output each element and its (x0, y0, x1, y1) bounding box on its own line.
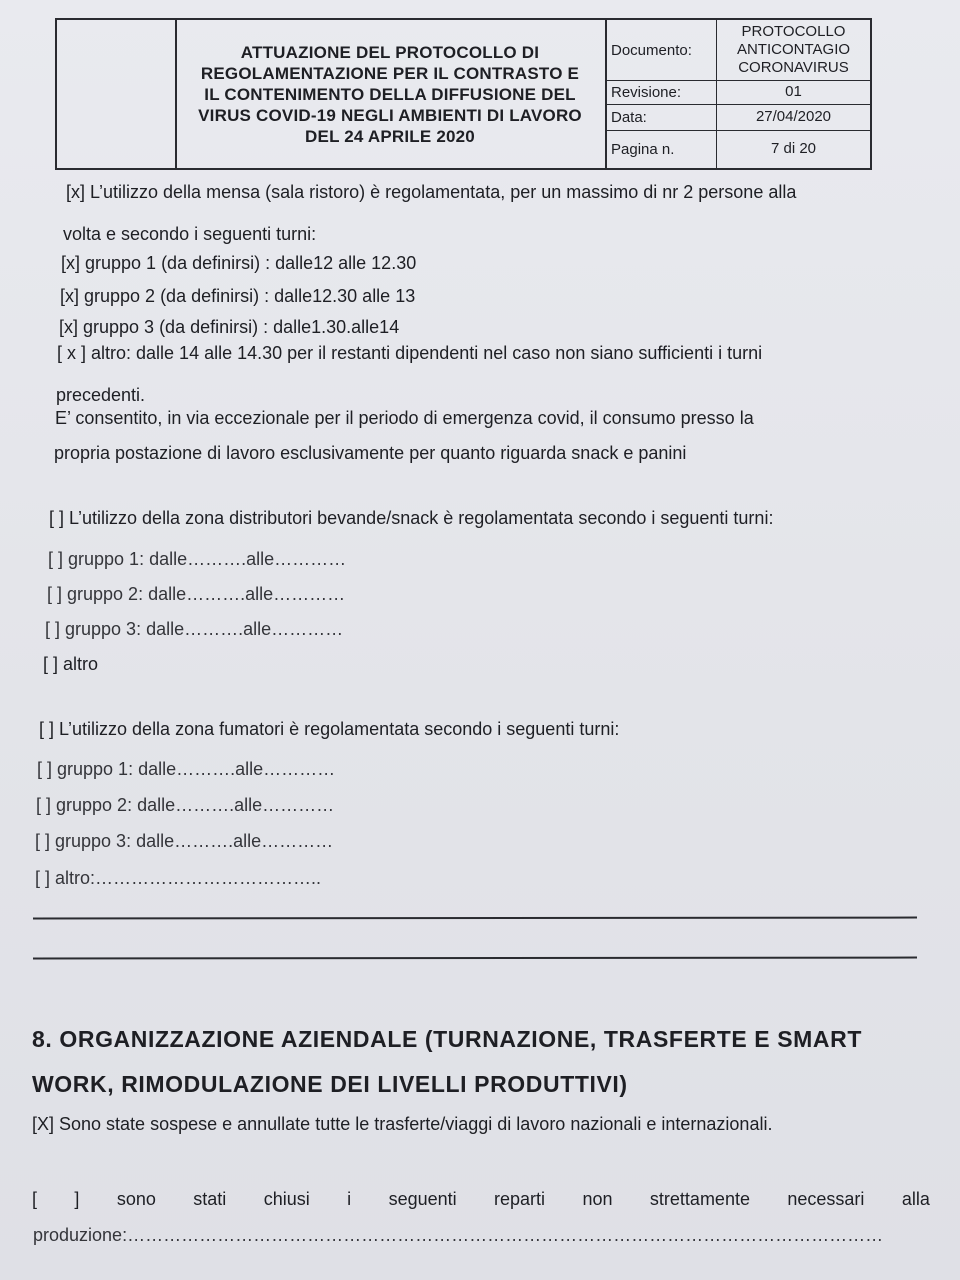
header-meta (605, 20, 870, 168)
meta-row-revisione (605, 80, 870, 105)
reparti-word: alla (901, 1189, 930, 1209)
mensa-altro-line-1: [ x ] altro: dalle 14 alle 14.30 per il restanti dipendenti nel caso non siano sufficienti i turni (57, 343, 763, 363)
section-8-title-line-1: 8. ORGANIZZAZIONE AZIENDALE (TURNAZIONE, TRASFERTE E SMART (32, 1026, 862, 1052)
distributori-gruppo-3: [ ] gruppo 3: dalle……….alle………… (45, 619, 344, 639)
fumatori-gruppo-2: [ ] gruppo 2: dalle……….alle………… (36, 795, 335, 815)
documento-label: Documento: (605, 20, 717, 80)
reparti-word: stati (193, 1189, 227, 1209)
mensa-line-1: [x] L’utilizzo della mensa (sala ristoro) è regolamentata, per un massimo di nr 2 persone alla (66, 182, 797, 202)
reparti-word: seguenti (388, 1189, 457, 1209)
fumatori-altro: [ ] altro:……………………………….. (35, 868, 322, 888)
data-value: 27/04/2020 (755, 108, 832, 125)
reparti-word: sono (116, 1189, 156, 1209)
fumatori-gruppo-1: [ ] gruppo 1: dalle……….alle………… (37, 759, 336, 779)
blank-line-2 (33, 957, 917, 960)
logo-cell (57, 20, 177, 168)
revisione-value: 01 (785, 83, 802, 100)
reparti-word: ] (74, 1189, 80, 1209)
mensa-altro-line-2: precedenti. (56, 385, 146, 405)
revisione-label: Revisione: (605, 80, 717, 104)
reparti-word: non (582, 1189, 613, 1209)
reparti-word: chiusi (263, 1189, 310, 1209)
distributori-gruppo-2: [ ] gruppo 2: dalle……….alle………… (47, 584, 346, 604)
meta-row-pagina (605, 130, 870, 168)
header-title-line: REGOLAMENTAZIONE PER IL CONTRASTO E (200, 63, 580, 83)
documento-line: PROTOCOLLO (741, 23, 846, 40)
header-title-line: ATTUAZIONE DEL PROTOCOLLO DI (240, 42, 540, 62)
section-8-produzione: produzione:……………………………………………………………………………………………………………… (33, 1225, 884, 1245)
mensa-consumo-line-1: E’ consentito, in via eccezionale per il periodo di emergenza covid, il consumo presso la (55, 408, 754, 428)
pagina-label: Pagina n. (605, 130, 717, 168)
documento-line: ANTICONTAGIO (736, 41, 851, 58)
blank-line-1 (33, 917, 917, 920)
section-8-trasferte: [X] Sono state sospese e annullate tutte le trasferte/viaggi di lavoro nazionali e internazionali. (32, 1114, 773, 1134)
data-label: Data: (605, 104, 717, 130)
header-title-line: DEL 24 APRILE 2020 (305, 126, 475, 146)
header-title-line: VIRUS COVID-19 NEGLI AMBIENTI DI LAVORO (198, 105, 582, 125)
pagina-value: 7 di 20 (770, 140, 817, 157)
distributori-altro: [ ] altro (43, 654, 99, 674)
reparti-word: reparti (494, 1189, 546, 1209)
mensa-consumo-line-2: propria postazione di lavoro esclusivamente per quanto riguarda snack e panini (54, 443, 687, 463)
meta-row-documento (605, 20, 870, 81)
documento-line: CORONAVIRUS (738, 59, 849, 76)
fumatori-intro: [ ] L’utilizzo della zona fumatori è regolamentata secondo i seguenti turni: (39, 719, 620, 739)
header-title (198, 42, 582, 147)
mensa-gruppo-2: [x] gruppo 2 (da definirsi) : dalle12.30 alle 13 (60, 286, 416, 306)
reparti-word: i (347, 1189, 352, 1209)
reparti-word: strettamente (649, 1189, 750, 1209)
documento-value (717, 20, 870, 80)
section-8-reparti-line (32, 1189, 930, 1210)
distributori-intro: [ ] L’utilizzo della zona distributori bevande/snack è regolamentata secondo i seguenti turni: (49, 508, 774, 528)
reparti-word: necessari (787, 1189, 865, 1209)
mensa-gruppo-1: [x] gruppo 1 (da definirsi) : dalle12 alle 12.30 (61, 253, 417, 273)
mensa-gruppo-3: [x] gruppo 3 (da definirsi) : dalle1.30.alle14 (59, 317, 400, 337)
header-table (55, 18, 872, 170)
distributori-gruppo-1: [ ] gruppo 1: dalle……….alle………… (48, 549, 347, 569)
mensa-line-2: volta e secondo i seguenti turni: (63, 224, 317, 244)
fumatori-gruppo-3: [ ] gruppo 3: dalle……….alle………… (35, 831, 334, 851)
meta-row-data (605, 104, 870, 131)
header-title-line: IL CONTENIMENTO DELLA DIFFUSIONE DEL (204, 84, 576, 104)
reparti-word: [ (32, 1189, 38, 1209)
header-title-cell (175, 20, 607, 168)
section-8-title-line-2: WORK, RIMODULAZIONE DEI LIVELLI PRODUTTIVI) (32, 1071, 628, 1097)
